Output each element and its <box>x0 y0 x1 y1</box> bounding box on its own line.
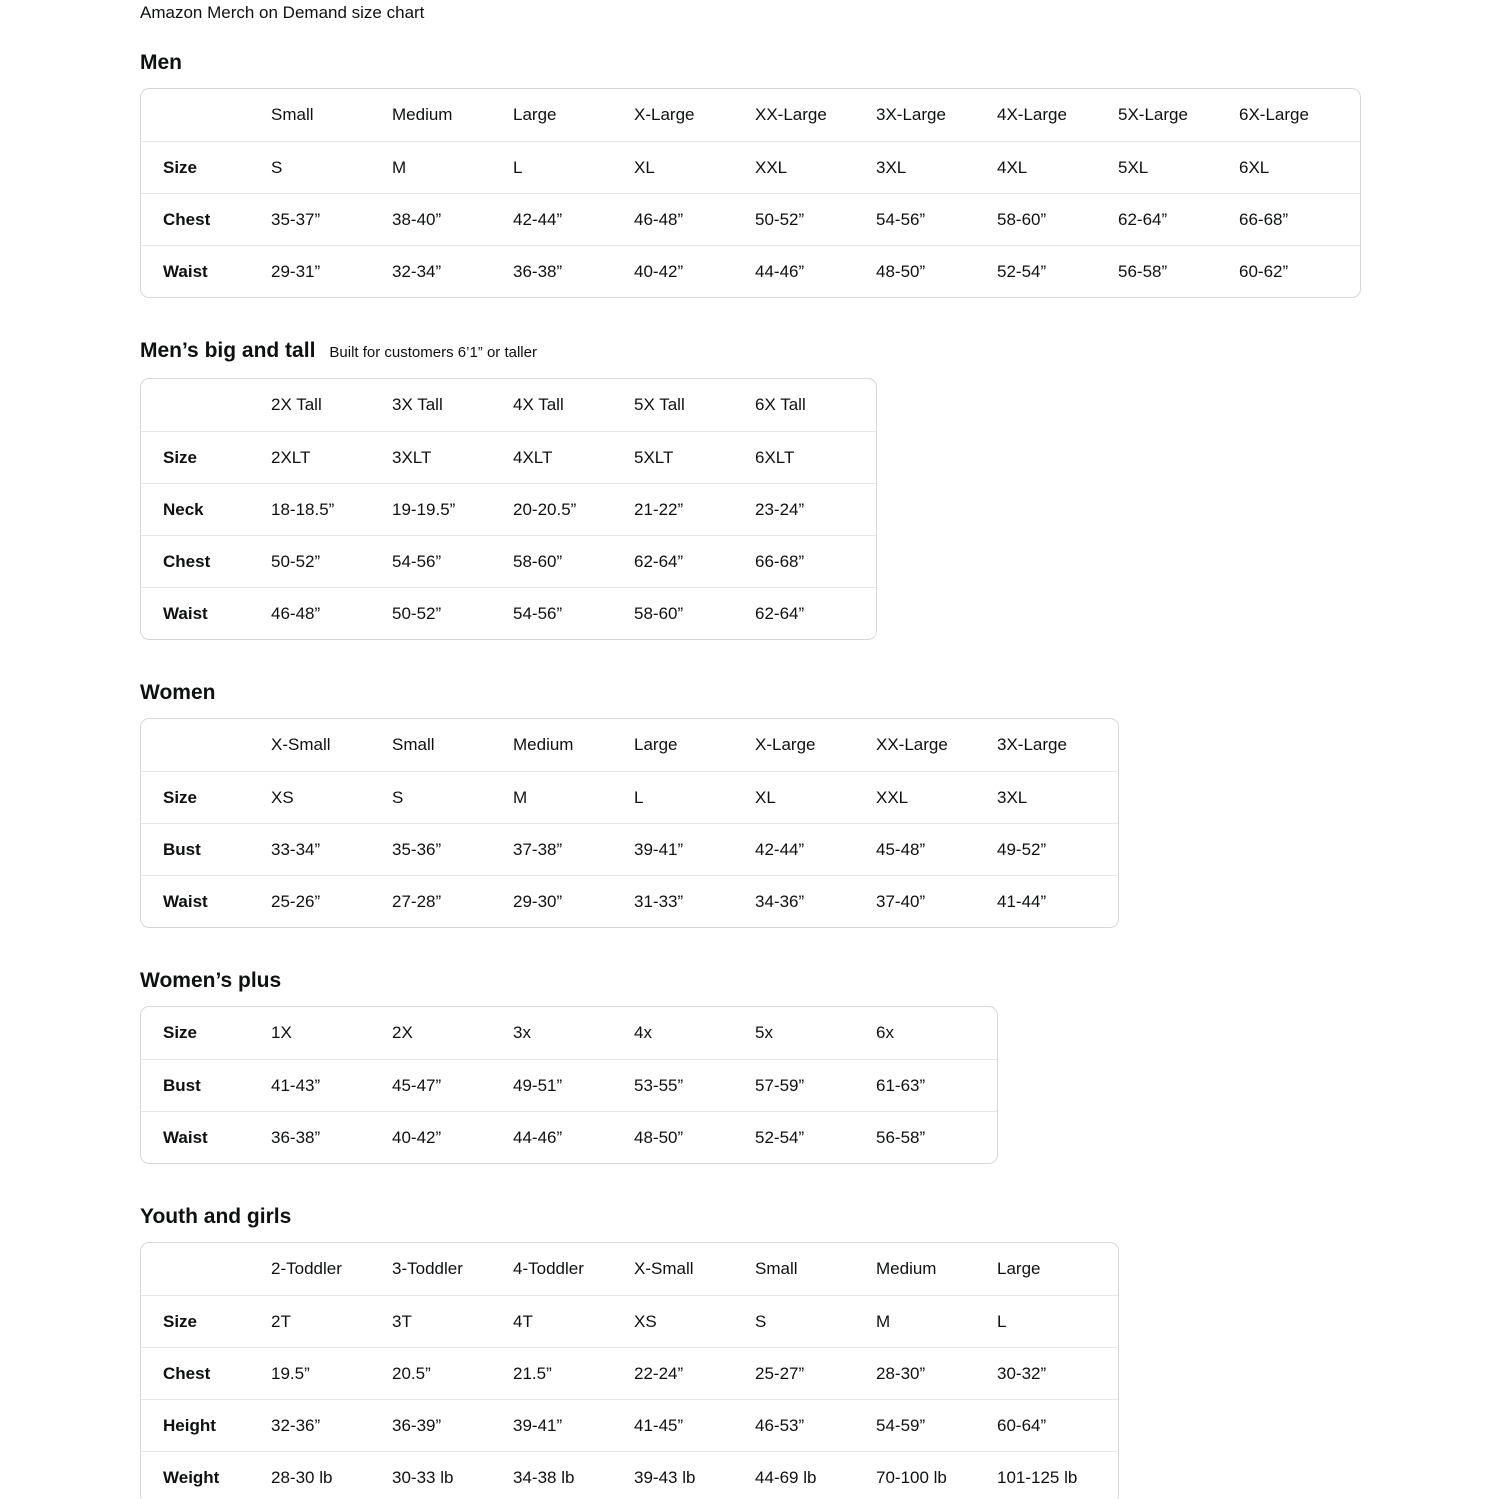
column-header: 5X Tall <box>634 395 685 414</box>
table-row-waist <box>141 587 876 639</box>
size-cell: 62-64” <box>755 587 876 639</box>
size-cell: 44-69 lb <box>755 1451 876 1499</box>
size-cell: 30-33 lb <box>392 1451 513 1499</box>
row-label: Neck <box>141 483 271 535</box>
section-subtitle: Built for customers 6’1” or taller <box>329 344 537 361</box>
column-header: 3X Tall <box>392 395 443 414</box>
size-cell: 37-38” <box>513 823 634 875</box>
column-header: Medium <box>392 105 453 124</box>
size-cell: 25-26” <box>271 875 392 927</box>
size-cell: 32-36” <box>271 1399 392 1451</box>
size-cell: 54-56” <box>392 535 513 587</box>
size-cell: 50-52” <box>755 193 876 245</box>
size-cell: 49-52” <box>997 823 1118 875</box>
size-cell: 39-41” <box>634 823 755 875</box>
column-header: XX-Large <box>876 735 948 754</box>
size-cell: 29-31” <box>271 245 392 297</box>
column-header: X-Large <box>755 735 816 754</box>
size-cell: 62-64” <box>634 535 755 587</box>
size-cell: 19-19.5” <box>392 483 513 535</box>
size-cell: 28-30” <box>876 1347 997 1399</box>
size-cell: 41-44” <box>997 875 1118 927</box>
column-header: XX-Large <box>755 105 827 124</box>
size-cell: 3x <box>513 1023 531 1042</box>
column-header: Medium <box>513 735 574 754</box>
size-cell: 18-18.5” <box>271 483 392 535</box>
size-cell: 61-63” <box>876 1059 997 1111</box>
size-cell: 41-45” <box>634 1399 755 1451</box>
size-cell: 2XLT <box>271 431 392 483</box>
size-cell: 57-59” <box>755 1059 876 1111</box>
section-heading-text: Men’s big and tall <box>140 339 316 362</box>
size-cell: 44-46” <box>755 245 876 297</box>
size-cell: 70-100 lb <box>876 1451 997 1499</box>
size-cell: 46-48” <box>634 193 755 245</box>
size-cell: 58-60” <box>997 193 1118 245</box>
size-cell: 28-30 lb <box>271 1451 392 1499</box>
section-heading-youth-and-girls <box>140 1204 1499 1229</box>
size-cell: 29-30” <box>513 875 634 927</box>
size-cell: 3XL <box>876 141 997 193</box>
corner-cell <box>141 1243 271 1295</box>
size-cell: 31-33” <box>634 875 755 927</box>
row-label: Size <box>141 1295 271 1347</box>
column-header: 3-Toddler <box>392 1259 463 1278</box>
corner-cell <box>141 719 271 771</box>
size-cell: 54-56” <box>513 587 634 639</box>
size-cell: 36-39” <box>392 1399 513 1451</box>
size-section-womens-plus <box>140 968 1499 1164</box>
size-cell: 66-68” <box>1239 193 1360 245</box>
column-header: 4X-Large <box>997 105 1067 124</box>
row-label: Waist <box>141 875 271 927</box>
size-cell: 42-44” <box>513 193 634 245</box>
size-cell: XL <box>634 141 755 193</box>
size-cell: 32-34” <box>392 245 513 297</box>
row-label: Waist <box>141 1111 271 1163</box>
size-cell: 53-55” <box>634 1059 755 1111</box>
size-cell: XL <box>755 771 876 823</box>
column-header-row <box>141 719 1118 771</box>
size-cell: 50-52” <box>271 535 392 587</box>
size-cell: 20-20.5” <box>513 483 634 535</box>
section-heading-men <box>140 50 1499 75</box>
column-header-row <box>141 1243 1118 1295</box>
row-label: Size <box>141 431 271 483</box>
column-header: Large <box>997 1259 1041 1278</box>
table-row-size <box>141 431 876 483</box>
size-cell: 41-43” <box>271 1059 392 1111</box>
column-header: X-Small <box>634 1259 694 1278</box>
size-cell: 48-50” <box>876 245 997 297</box>
size-cell: XS <box>634 1295 755 1347</box>
size-cell: 39-41” <box>513 1399 634 1451</box>
size-cell: 62-64” <box>1118 193 1239 245</box>
size-section-men <box>140 50 1499 298</box>
size-cell: 39-43 lb <box>634 1451 755 1499</box>
size-cell: 52-54” <box>755 1111 876 1163</box>
size-cell: 50-52” <box>392 587 513 639</box>
size-cell: 22-24” <box>634 1347 755 1399</box>
size-cell: 1X <box>271 1023 292 1042</box>
size-cell: 3XLT <box>392 431 513 483</box>
size-cell: 5XLT <box>634 431 755 483</box>
size-cell: 49-51” <box>513 1059 634 1111</box>
size-cell: 3XL <box>997 771 1118 823</box>
column-header: Large <box>634 735 678 754</box>
size-cell: 60-64” <box>997 1399 1118 1451</box>
table-row-chest <box>141 535 876 587</box>
table-row-bust <box>141 1059 997 1111</box>
size-cell: 2T <box>271 1295 392 1347</box>
size-cell: 5x <box>755 1023 773 1042</box>
size-table-women <box>140 718 1119 928</box>
size-section-women <box>140 680 1499 928</box>
size-cell: 4XL <box>997 141 1118 193</box>
section-heading-text: Men <box>140 51 182 74</box>
table-row-size <box>141 771 1118 823</box>
column-header: 2X Tall <box>271 395 322 414</box>
column-header-row <box>141 89 1360 141</box>
row-label: Size <box>141 141 271 193</box>
section-heading-womens-plus <box>140 968 1499 993</box>
size-cell: 58-60” <box>634 587 755 639</box>
row-label: Chest <box>141 1347 271 1399</box>
size-cell: XXL <box>876 771 997 823</box>
size-cell: 6x <box>876 1023 894 1042</box>
section-heading-women <box>140 680 1499 705</box>
size-cell: 66-68” <box>755 535 876 587</box>
table-row-chest <box>141 193 1360 245</box>
table-row-size <box>141 1007 997 1059</box>
size-cell: M <box>876 1295 997 1347</box>
section-heading-text: Women <box>140 681 216 704</box>
row-label: Bust <box>141 823 271 875</box>
size-cell: 40-42” <box>634 245 755 297</box>
size-cell: 25-27” <box>755 1347 876 1399</box>
section-heading-mens-big-and-tall <box>140 338 1499 365</box>
size-cell: 54-56” <box>876 193 997 245</box>
size-cell: L <box>513 141 634 193</box>
row-label: Waist <box>141 245 271 297</box>
table-row-weight <box>141 1451 1118 1499</box>
size-cell: 35-37” <box>271 193 392 245</box>
size-cell: 4XLT <box>513 431 634 483</box>
size-cell: L <box>634 771 755 823</box>
column-header: 3X-Large <box>997 735 1067 754</box>
size-cell: L <box>997 1295 1118 1347</box>
size-cell: 46-48” <box>271 587 392 639</box>
column-header: 6X-Large <box>1239 105 1309 124</box>
row-label: Size <box>163 1023 198 1042</box>
size-cell: S <box>271 141 392 193</box>
column-header: 6X Tall <box>755 395 806 414</box>
size-cell: 44-46” <box>513 1111 634 1163</box>
size-cell: 52-54” <box>997 245 1118 297</box>
size-cell: 2X <box>392 1023 413 1042</box>
size-table-men <box>140 88 1361 298</box>
column-header-row <box>141 379 876 431</box>
row-label: Chest <box>141 193 271 245</box>
size-cell: 35-36” <box>392 823 513 875</box>
size-cell: 42-44” <box>755 823 876 875</box>
size-chart-sections <box>140 50 1499 1499</box>
size-section-mens-big-and-tall <box>140 338 1499 640</box>
column-header: 3X-Large <box>876 105 946 124</box>
size-cell: 21-22” <box>634 483 755 535</box>
size-cell: S <box>755 1295 876 1347</box>
section-heading-text: Women’s plus <box>140 969 282 992</box>
size-cell: 46-53” <box>755 1399 876 1451</box>
size-cell: M <box>392 141 513 193</box>
size-cell: 3T <box>392 1295 513 1347</box>
size-cell: 58-60” <box>513 535 634 587</box>
size-cell: 48-50” <box>634 1111 755 1163</box>
size-table-womens-plus <box>140 1006 998 1164</box>
size-cell: 20.5” <box>392 1347 513 1399</box>
size-cell: 36-38” <box>513 245 634 297</box>
size-cell: 30-32” <box>997 1347 1118 1399</box>
size-cell: 56-58” <box>876 1111 997 1163</box>
size-cell: 33-34” <box>271 823 392 875</box>
size-cell: 36-38” <box>271 1111 392 1163</box>
size-cell: 60-62” <box>1239 245 1360 297</box>
table-row-chest <box>141 1347 1118 1399</box>
size-cell: 37-40” <box>876 875 997 927</box>
table-row-waist <box>141 1111 997 1163</box>
row-label: Height <box>141 1399 271 1451</box>
size-table-youth-and-girls <box>140 1242 1119 1499</box>
table-row-bust <box>141 823 1118 875</box>
corner-cell <box>141 379 271 431</box>
size-cell: 45-47” <box>392 1059 513 1111</box>
section-heading-text: Youth and girls <box>140 1205 292 1228</box>
size-cell: 34-36” <box>755 875 876 927</box>
size-cell: 56-58” <box>1118 245 1239 297</box>
table-row-neck <box>141 483 876 535</box>
column-header: 2-Toddler <box>271 1259 342 1278</box>
column-header: X-Large <box>634 105 695 124</box>
table-row-size <box>141 141 1360 193</box>
size-cell: 101-125 lb <box>997 1451 1118 1499</box>
size-cell: XS <box>271 771 392 823</box>
size-cell: M <box>513 771 634 823</box>
table-row-height <box>141 1399 1118 1451</box>
row-label: Size <box>141 771 271 823</box>
size-table-mens-big-and-tall <box>140 378 877 640</box>
table-row-size <box>141 1295 1118 1347</box>
size-cell: 40-42” <box>392 1111 513 1163</box>
size-cell: 23-24” <box>755 483 876 535</box>
size-cell: XXL <box>755 141 876 193</box>
row-label: Waist <box>141 587 271 639</box>
size-cell: 6XLT <box>755 431 876 483</box>
page-title: Amazon Merch on Demand size chart <box>140 3 425 22</box>
size-cell: 4T <box>513 1295 634 1347</box>
corner-cell <box>141 89 271 141</box>
column-header: Small <box>392 735 435 754</box>
table-row-waist <box>141 875 1118 927</box>
size-cell: 27-28” <box>392 875 513 927</box>
size-cell: 5XL <box>1118 141 1239 193</box>
size-cell: 38-40” <box>392 193 513 245</box>
column-header: Medium <box>876 1259 937 1278</box>
column-header: 5X-Large <box>1118 105 1188 124</box>
size-cell: 34-38 lb <box>513 1451 634 1499</box>
row-label: Weight <box>141 1451 271 1499</box>
size-cell: 4x <box>634 1023 652 1042</box>
column-header: 4-Toddler <box>513 1259 584 1278</box>
table-row-waist <box>141 245 1360 297</box>
column-header: 4X Tall <box>513 395 564 414</box>
size-cell: 54-59” <box>876 1399 997 1451</box>
column-header: Small <box>755 1259 798 1278</box>
column-header: Large <box>513 105 557 124</box>
size-cell: 6XL <box>1239 141 1360 193</box>
size-cell: 21.5” <box>513 1347 634 1399</box>
row-label: Chest <box>141 535 271 587</box>
size-cell: 45-48” <box>876 823 997 875</box>
column-header: Small <box>271 105 314 124</box>
column-header: X-Small <box>271 735 331 754</box>
size-cell: 19.5” <box>271 1347 392 1399</box>
row-label: Bust <box>141 1059 271 1111</box>
size-cell: S <box>392 771 513 823</box>
size-section-youth-and-girls <box>140 1204 1499 1499</box>
